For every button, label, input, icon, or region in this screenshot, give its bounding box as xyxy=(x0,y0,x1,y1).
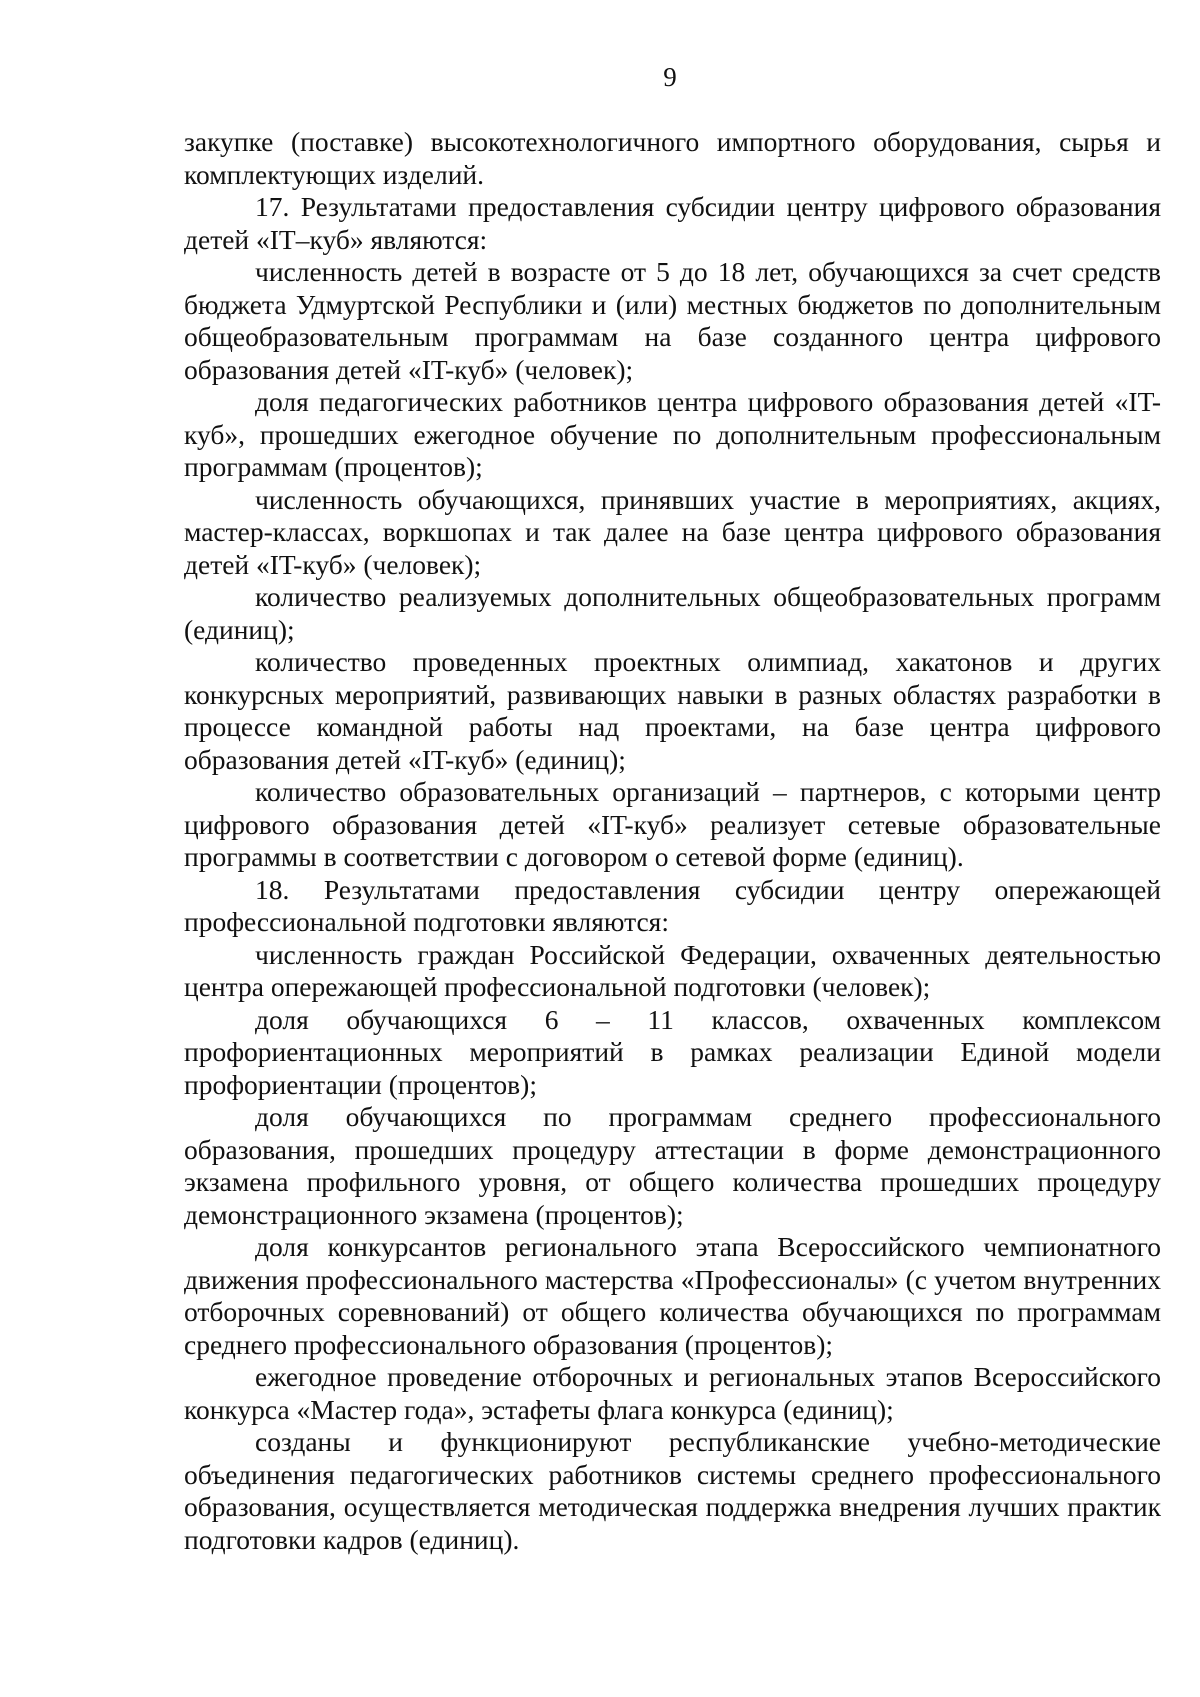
paragraph: численность граждан Российской Федерации, охваченных деятельностью центра опережающей профессиональной подготовки (человек); xyxy=(184,938,1161,1002)
paragraph-item-18: 18. Результатами предоставления субсидии центру опережающей профессиональной подготовки являются: xyxy=(184,873,1161,937)
page-number: 9 xyxy=(663,62,677,92)
paragraph: созданы и функционируют республиканские учебно-методические объединения педагогических работников системы среднего профессионального образования, осуществляется методическая поддержка внедрения лучших практик подготовки кадров (единиц). xyxy=(184,1426,1161,1555)
paragraph: доля педагогических работников центра цифрового образования детей «IT-куб», прошедших ежегодное обучение по дополнительным профессиональным программам (процентов); xyxy=(184,386,1161,482)
paragraph-item-17: 17. Результатами предоставления субсидии центру цифрового образования детей «IT–куб» являются: xyxy=(184,191,1161,255)
paragraph: количество образовательных организаций – партнеров, с которыми центр цифрового образования детей «IT-куб» реализует сетевые образовательные программы в соответствии с договором о сетевой форме (единиц). xyxy=(184,776,1161,872)
paragraph: ежегодное проведение отборочных и региональных этапов Всероссийского конкурса «Мастер года», эстафеты флага конкурса (единиц); xyxy=(184,1361,1161,1425)
paragraph: численность детей в возрасте от 5 до 18 лет, обучающихся за счет средств бюджета Удмуртской Республики и (или) местных бюджетов по дополнительным общеобразовательным программам на базе созданного центра цифрового образования детей «IT-куб» (человек); xyxy=(184,256,1161,385)
paragraph: количество проведенных проектных олимпиад, хакатонов и других конкурсных мероприятий, развивающих навыки в разных областях разработки в процессе командной работы над проектами, на базе центра цифрового образования детей «IT-куб» (единиц); xyxy=(184,646,1161,775)
paragraph: доля конкурсантов регионального этапа Всероссийского чемпионатного движения профессионального мастерства «Профессионалы» (с учетом внутренних отборочных соревнований) от общего количества обучающихся по программам среднего профессионального образования (процентов); xyxy=(184,1231,1161,1360)
paragraph: количество реализуемых дополнительных общеобразовательных программ (единиц); xyxy=(184,581,1161,645)
paragraph: доля обучающихся по программам среднего профессионального образования, прошедших процедуру аттестации в форме демонстрационного экзамена профильного уровня, от общего количества прошедших процедуру демонстрационного экзамена (процентов); xyxy=(184,1101,1161,1230)
paragraph: доля обучающихся 6 – 11 классов, охваченных комплексом профориентационных мероприятий в рамках реализации Единой модели профориентации (процентов); xyxy=(184,1003,1161,1100)
document-body xyxy=(184,126,1161,1556)
paragraph-continuation: закупке (поставке) высокотехнологичного импортного оборудования, сырья и комплектующих изделий. xyxy=(184,126,1161,190)
paragraph: численность обучающихся, принявших участие в мероприятиях, акциях, мастер-классах, воркшопах и так далее на базе центра цифрового образования детей «IT-куб» (человек); xyxy=(184,483,1161,580)
